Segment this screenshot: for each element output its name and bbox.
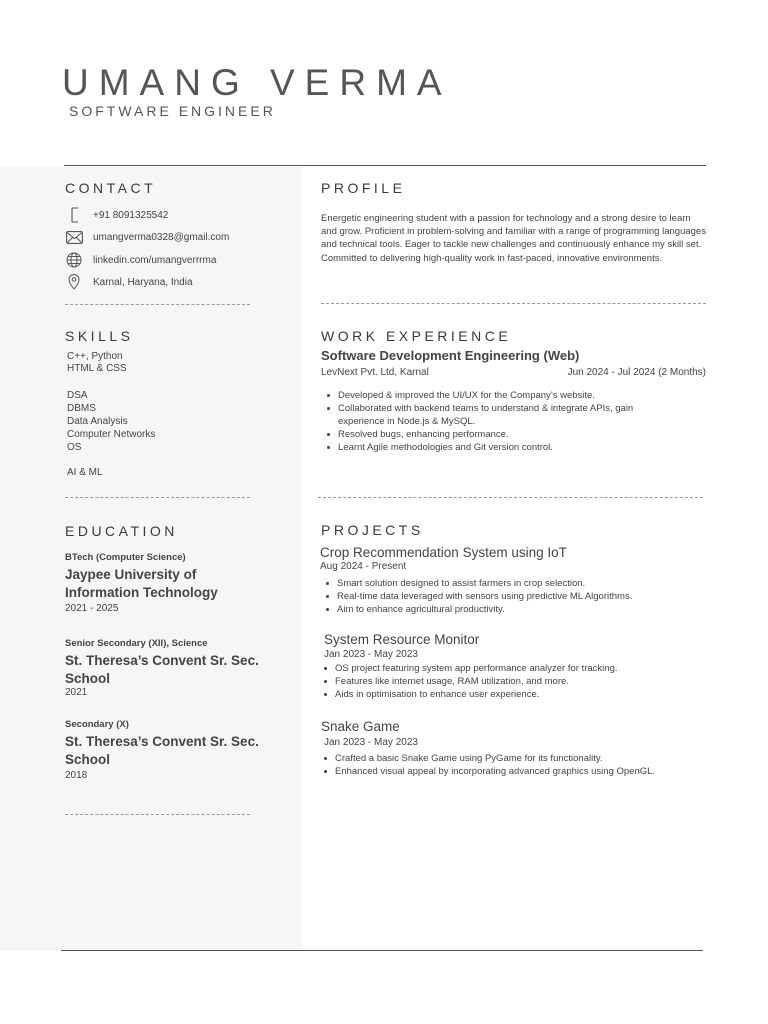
contact-location-text: Karnal, Haryana, India <box>93 276 193 288</box>
contact-linkedin-text: linkedin.com/umangverrrma <box>93 254 217 266</box>
globe-icon <box>64 252 84 268</box>
project-title: Crop Recommendation System using IoT <box>320 545 567 560</box>
project-date: Aug 2024 - Present <box>320 561 407 572</box>
project-date: Jan 2023 - May 2023 <box>324 649 418 660</box>
list-item: Learnt Agile methodologies and Git version control. <box>321 441 681 454</box>
skill-item: Data Analysis <box>67 416 128 427</box>
resume-role: SOFTWARE ENGINEER <box>69 103 276 119</box>
skills-heading: SKILLS <box>65 328 134 344</box>
list-item: OS project featuring system app performance analyzer for tracking. <box>318 662 698 675</box>
project-bullets <box>320 577 700 616</box>
list-item: Smart solution designed to assist farmers in crop selection. <box>320 577 700 590</box>
skill-item: OS <box>67 442 82 453</box>
project-title: Snake Game <box>321 719 400 734</box>
contact-phone-text: +91 8091325542 <box>93 209 169 221</box>
contact-phone <box>64 206 168 224</box>
project-title: System Resource Monitor <box>324 632 480 647</box>
contact-linkedin <box>64 251 216 269</box>
experience-heading: WORK EXPERIENCE <box>321 328 512 344</box>
location-pin-icon <box>64 274 84 290</box>
contact-divider <box>65 304 250 305</box>
education-divider <box>65 814 250 815</box>
experience-divider <box>318 497 703 498</box>
education-school: St. Theresa’s Convent Sr. Sec. School <box>65 734 259 767</box>
experience-bullets <box>321 389 681 454</box>
resume-name: UMANG VERMA <box>62 62 452 103</box>
education-school: St. Theresa’s Convent Sr. Sec. School <box>65 653 259 686</box>
list-item: Crafted a basic Snake Game using PyGame for its functionality. <box>318 752 698 765</box>
contact-email-text: umangverma0328@gmail.com <box>93 231 230 243</box>
project-bullets <box>318 752 698 778</box>
phone-icon <box>64 207 84 223</box>
profile-heading: PROFILE <box>321 180 406 196</box>
profile-divider <box>321 303 706 304</box>
skill-item: Computer Networks <box>67 429 156 440</box>
job-title: Software Development Engineering (Web) <box>321 348 580 363</box>
list-item: Enhanced visual appeal by incorporating advanced graphics using OpenGL. <box>318 765 698 778</box>
list-item: Resolved bugs, enhancing performance. <box>321 428 681 441</box>
project-date: Jan 2023 - May 2023 <box>324 737 418 748</box>
skill-item: C++, Python <box>67 351 123 362</box>
skill-item: DSA <box>67 390 88 401</box>
job-company: LevNext Pvt. Ltd, Karnal <box>321 367 429 378</box>
list-item: Developed & improved the UI/UX for the Company’s website. <box>321 389 681 402</box>
skills-divider <box>65 497 250 498</box>
contact-email <box>64 228 229 246</box>
list-item: Collaborated with backend teams to understand & integrate APIs, gain experience in Node.js & MySQL. <box>321 402 681 428</box>
education-heading: EDUCATION <box>65 523 178 539</box>
list-item: Real-time data leveraged with sensors using predictive ML Algorithms. <box>320 590 700 603</box>
contact-heading: CONTACT <box>65 180 157 196</box>
project-bullets <box>318 662 698 701</box>
education-degree: BTech (Computer Science) <box>65 552 186 563</box>
education-years: 2021 - 2025 <box>65 603 119 614</box>
list-item: Features like internet usage, RAM utilization, and more. <box>318 675 698 688</box>
mail-icon <box>64 229 84 245</box>
projects-heading: PROJECTS <box>321 522 424 538</box>
top-divider <box>64 165 706 166</box>
skill-item: HTML & CSS <box>67 363 127 374</box>
job-dates: Jun 2024 - Jul 2024 (2 Months) <box>567 367 706 378</box>
list-item: Aim to enhance agricultural productivity. <box>320 603 700 616</box>
skill-item: AI & ML <box>67 467 103 478</box>
education-school: Jaypee University of Information Technology <box>65 567 218 600</box>
education-years: 2018 <box>65 770 88 781</box>
education-years: 2021 <box>65 687 88 698</box>
profile-summary: Energetic engineering student with a passion for technology and a strong desire to learn and grow. Proficient in problem-solving and familiar with a range of programming languages and technical tools. Eager to tackle new challenges and continuously enhance my skill set. Committed to delivering high-quality work in fast-paced, innovative environments. <box>321 213 706 264</box>
list-item: Aids in optimisation to enhance user experience. <box>318 688 698 701</box>
skill-item: DBMS <box>67 403 96 414</box>
education-degree: Secondary (X) <box>65 719 129 730</box>
bottom-divider <box>61 950 703 951</box>
contact-location <box>64 273 193 291</box>
education-degree: Senior Secondary (XII), Science <box>65 638 208 649</box>
